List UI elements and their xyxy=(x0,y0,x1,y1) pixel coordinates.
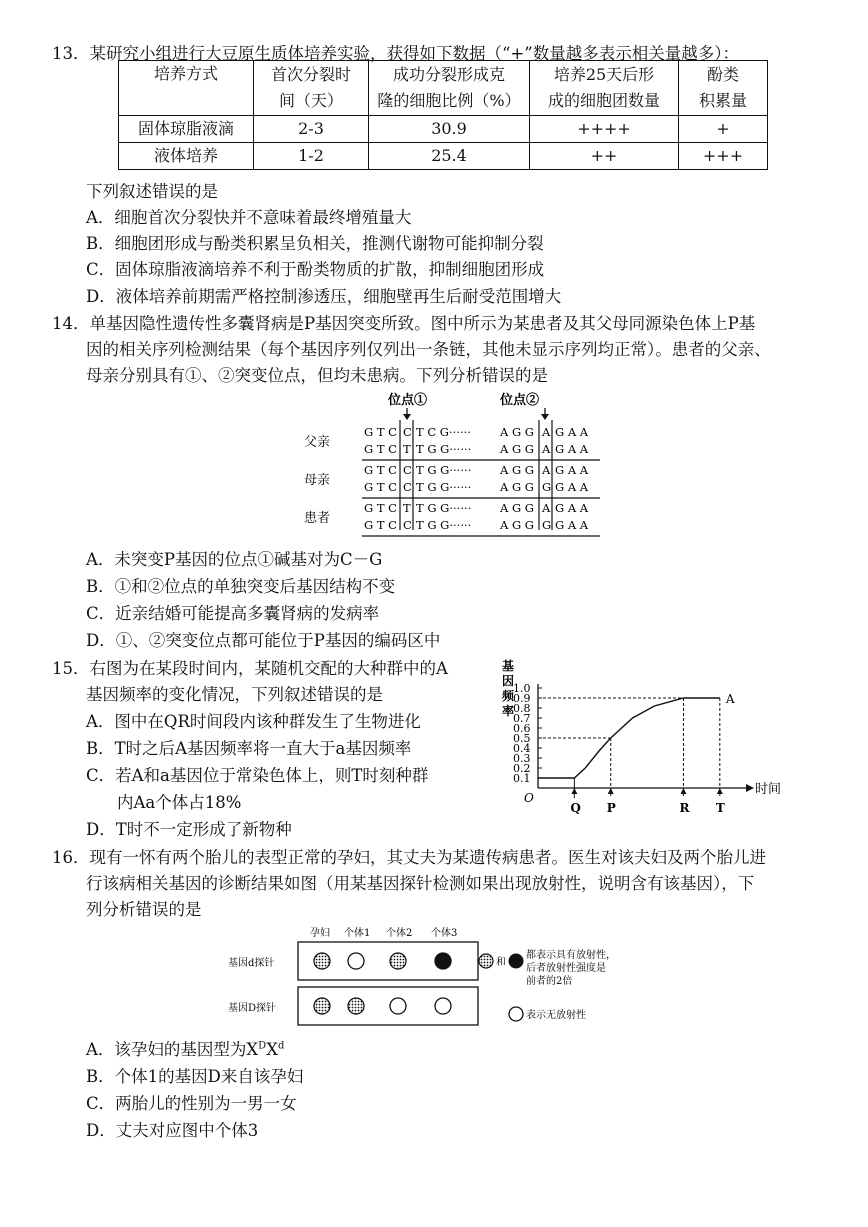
genotype-x: X xyxy=(246,1040,259,1059)
header-text: 成功分裂形成克 xyxy=(392,65,505,84)
seq-part: G T C xyxy=(364,442,397,456)
genotype-x: X xyxy=(266,1040,278,1059)
table-cell: 30.9 xyxy=(369,116,530,143)
seq-part: A G G xyxy=(500,425,534,439)
site2-label: 位点② xyxy=(500,393,540,408)
q16-option-c: C．两胎儿的性别为一男一女 xyxy=(86,1094,297,1113)
x-marker-label: Q xyxy=(570,801,581,815)
q15-option-d: D．T时不一定形成了新物种 xyxy=(86,820,292,839)
y-tick-label: 0.4 xyxy=(513,742,531,755)
header-text: 间（天） xyxy=(278,91,343,110)
probe-result-dotted xyxy=(314,998,330,1014)
q13-option-d: D．液体培养前期需严格控制渗透压，细胞壁再生后耐受范围增大 xyxy=(86,287,562,306)
probe-column-label: 个体1 xyxy=(344,928,371,939)
seq-part: G T C xyxy=(364,518,397,532)
seq-part: A G G xyxy=(500,518,534,532)
option-a-text: A．该孕妇的基因型为 xyxy=(86,1040,247,1059)
seq-part: G A A xyxy=(555,425,589,439)
seq-site2: A xyxy=(542,501,551,515)
seq-part: G A A xyxy=(555,463,589,477)
sequence-group-label: 父亲 xyxy=(304,435,331,450)
legend-dotted-icon xyxy=(479,954,493,968)
y-tick-label: 0.6 xyxy=(513,722,531,735)
q16-stem-line: 行该病相关基因的诊断结果如图（用某基因探针检测如果出现放射性，说明含有该基因），下 xyxy=(86,874,755,893)
y-tick-label: 0.2 xyxy=(513,762,531,775)
legend-radio-line: 都表示具有放射性， xyxy=(526,950,616,961)
seq-site2: A xyxy=(542,425,551,439)
q14-option-b: B．①和②位点的单独突变后基因结构不变 xyxy=(86,577,396,596)
q14-option-c: C．近亲结婚可能提高多囊肾病的发病率 xyxy=(86,604,380,623)
q13-table xyxy=(118,60,768,170)
seq-site1: C xyxy=(403,518,412,532)
q15-option-b: B．T时之后A基因频率将一直大于a基因频率 xyxy=(86,739,412,758)
series-label: A xyxy=(725,692,735,706)
q14-option-d: D．①、②突变位点都可能位于P基因的编码区中 xyxy=(86,631,441,650)
table-cell: 固体琼脂液滴 xyxy=(119,116,254,143)
table-cell: ++ xyxy=(530,143,679,170)
q16-option-b: B．个体1的基因D来自该孕妇 xyxy=(86,1067,304,1086)
x-marker-label: R xyxy=(679,801,690,815)
seq-part: T G G······ xyxy=(416,501,472,515)
seq-part: A G G xyxy=(500,501,534,515)
q16-stem-line: 列分析错误的是 xyxy=(86,900,202,919)
seq-site1: T xyxy=(403,501,411,515)
table-cell: + xyxy=(679,116,768,143)
seq-part: G T C xyxy=(364,425,397,439)
q15-frequency-chart xyxy=(488,650,788,820)
q15-stem-line: 15．右图为在某段时间内，某随机交配的大种群中的A xyxy=(52,659,448,678)
probe-column-label: 孕妇 xyxy=(310,928,330,939)
legend-radio-line: 前者的2倍 xyxy=(526,976,573,987)
y-tick-label: 0.5 xyxy=(513,732,531,745)
y-tick-label: 0.7 xyxy=(513,712,531,725)
table-header xyxy=(369,61,530,116)
seq-site1: C xyxy=(403,480,412,494)
seq-part: A G G xyxy=(500,463,534,477)
seq-site1: C xyxy=(403,463,412,477)
genotype-sup: d xyxy=(277,1040,285,1052)
q13-question: 下列叙述错误的是 xyxy=(86,182,218,201)
probe-column-labels xyxy=(310,926,457,939)
probe-result-dotted xyxy=(348,998,364,1014)
table-header xyxy=(679,61,768,116)
y-tick-label: 0.1 xyxy=(513,772,531,785)
y-tick-label: 0.8 xyxy=(513,702,531,715)
table-row xyxy=(119,143,768,170)
probe-column-label: 个体3 xyxy=(431,928,458,939)
legend-and: 和 xyxy=(496,957,506,968)
table-cell: 1-2 xyxy=(254,143,369,170)
x-marker-label: T xyxy=(715,801,725,815)
header-text: 首次分裂时 xyxy=(270,65,351,84)
y-tick-label: 0.9 xyxy=(513,692,531,705)
q13-option-c: C．固体琼脂液滴培养不利于酚类物质的扩散，抑制细胞团形成 xyxy=(86,260,545,279)
seq-part: T G G······ xyxy=(416,442,472,456)
q13-option-b: B．细胞团形成与酚类积累呈负相关，推测代谢物可能抑制分裂 xyxy=(86,234,544,253)
x-marker-arrow-icon xyxy=(608,788,614,794)
seq-part: G A A xyxy=(555,480,589,494)
site1-label: 位点① xyxy=(388,393,428,408)
x-marker-label: P xyxy=(606,801,616,815)
probe-d-label: 基因d探针 xyxy=(228,958,275,969)
table-cell: +++ xyxy=(679,143,768,170)
probe-result-empty xyxy=(435,998,451,1014)
probe-result-empty xyxy=(390,998,406,1014)
seq-site1: T xyxy=(403,442,411,456)
seq-part: T C G······ xyxy=(416,425,471,439)
y-label-line: 率 xyxy=(502,704,515,718)
table-header xyxy=(530,61,679,116)
x-axis-label: 时间 xyxy=(755,782,782,797)
legend-solid-icon xyxy=(509,954,523,968)
q15-option-c-cont: 内Aa个体占18% xyxy=(117,793,242,812)
q15-option-c: C．若A和a基因位于常染色体上，则T时刻种群 xyxy=(86,766,429,785)
seq-part: T G G······ xyxy=(416,463,472,477)
probe-cells xyxy=(314,953,451,1014)
header-text: 积累量 xyxy=(698,91,747,110)
q16-option-d: D．丈夫对应图中个体3 xyxy=(86,1121,259,1140)
seq-part: T G G······ xyxy=(416,480,472,494)
header-text: 成的细胞团数量 xyxy=(547,91,660,110)
q13-stem: 13．某研究小组进行大豆原生质体培养实验，获得如下数据（“+”数量越多表示相关量越多）： xyxy=(52,44,739,63)
q14-stem-line: 14．单基因隐性遗传性多囊肾病是P基因突变所致。图中所示为某患者及其父母同源染色体上P基 xyxy=(52,314,756,333)
origin-label: O xyxy=(524,791,534,805)
y-label-line: 因 xyxy=(502,674,515,688)
sequence-groups xyxy=(304,425,600,536)
legend-empty-icon xyxy=(509,1007,523,1021)
site2-arrowhead xyxy=(541,414,549,420)
probe-result-solid xyxy=(435,953,451,969)
q14-sequence-figure xyxy=(300,388,610,538)
table-cell: 2-3 xyxy=(254,116,369,143)
q16-stem-line: 16．现有一怀有两个胎儿的表型正常的孕妇，其丈夫为某遗传病患者。医生对该夫妇及两个胎儿进 xyxy=(52,848,766,867)
seq-part: G A A xyxy=(555,518,589,532)
seq-part: A G G xyxy=(500,480,534,494)
seq-part: G T C xyxy=(364,480,397,494)
table-header xyxy=(119,61,254,116)
probe-result-empty xyxy=(348,953,364,969)
seq-part: G T C xyxy=(364,501,397,515)
probe-column-label: 个体2 xyxy=(386,928,413,939)
site1-arrowhead xyxy=(403,414,411,420)
y-label-line: 基 xyxy=(502,659,515,673)
header-text: 培养方式 xyxy=(153,64,218,83)
seq-site1: C xyxy=(403,425,412,439)
legend-radio-line: 后者放射性强度是 xyxy=(526,963,606,974)
q14-option-a: A．未突变P基因的位点①碱基对为C－G xyxy=(86,550,383,569)
q13-option-a: A．细胞首次分裂快并不意味着最终增殖量大 xyxy=(86,208,412,227)
sequence-group-label: 母亲 xyxy=(304,473,331,488)
seq-part: G A A xyxy=(555,501,589,515)
x-marker-arrow-icon xyxy=(717,788,723,794)
y-tick-label: 1.0 xyxy=(513,682,531,695)
probe-result-dotted xyxy=(390,953,406,969)
q16-probe-figure xyxy=(228,922,648,1032)
seq-site2: A xyxy=(542,463,551,477)
sequence-group-label: 患者 xyxy=(304,511,331,526)
q16-option-a xyxy=(86,1036,284,1060)
seq-part: A G G xyxy=(500,442,534,456)
table-row xyxy=(119,116,768,143)
header-text: 酚类 xyxy=(706,65,739,84)
q14-stem-line: 因的相关序列检测结果（每个基因序列仅列出一条链，其他未显示序列均正常）。患者的父亲、 xyxy=(86,340,771,359)
seq-site2: G xyxy=(542,518,552,532)
seq-part: G A A xyxy=(555,442,589,456)
q15-option-a: A．图中在QR时间段内该种群发生了生物进化 xyxy=(86,712,421,731)
chart-marks xyxy=(513,682,781,815)
probe-D-label: 基因D探针 xyxy=(228,1003,277,1014)
legend-none: 表示无放射性 xyxy=(526,1010,586,1021)
y-tick-label: 0.3 xyxy=(513,752,531,765)
q15-stem-line: 基因频率的变化情况，下列叙述错误的是 xyxy=(86,685,383,704)
genotype-sup: D xyxy=(258,1040,267,1052)
x-axis-arrow-icon xyxy=(746,784,754,792)
table-cell: 液体培养 xyxy=(119,143,254,170)
header-text: 培养25天后形 xyxy=(553,65,655,84)
table-cell: ++++ xyxy=(530,116,679,143)
table-header xyxy=(254,61,369,116)
probe-result-dotted xyxy=(314,953,330,969)
x-marker-arrow-icon xyxy=(680,788,686,794)
table-cell: 25.4 xyxy=(369,143,530,170)
table-header-row xyxy=(119,61,768,116)
q14-stem-line: 母亲分别具有①、②突变位点，但均未患病。下列分析错误的是 xyxy=(86,366,548,385)
seq-part: G T C xyxy=(364,463,397,477)
seq-site2: A xyxy=(542,442,551,456)
y-label-line: 频 xyxy=(502,689,515,703)
header-text: 隆的细胞比例（%） xyxy=(377,91,521,110)
seq-site2: G xyxy=(542,480,552,494)
x-marker-arrow-icon xyxy=(571,788,577,794)
seq-part: T G G······ xyxy=(416,518,472,532)
